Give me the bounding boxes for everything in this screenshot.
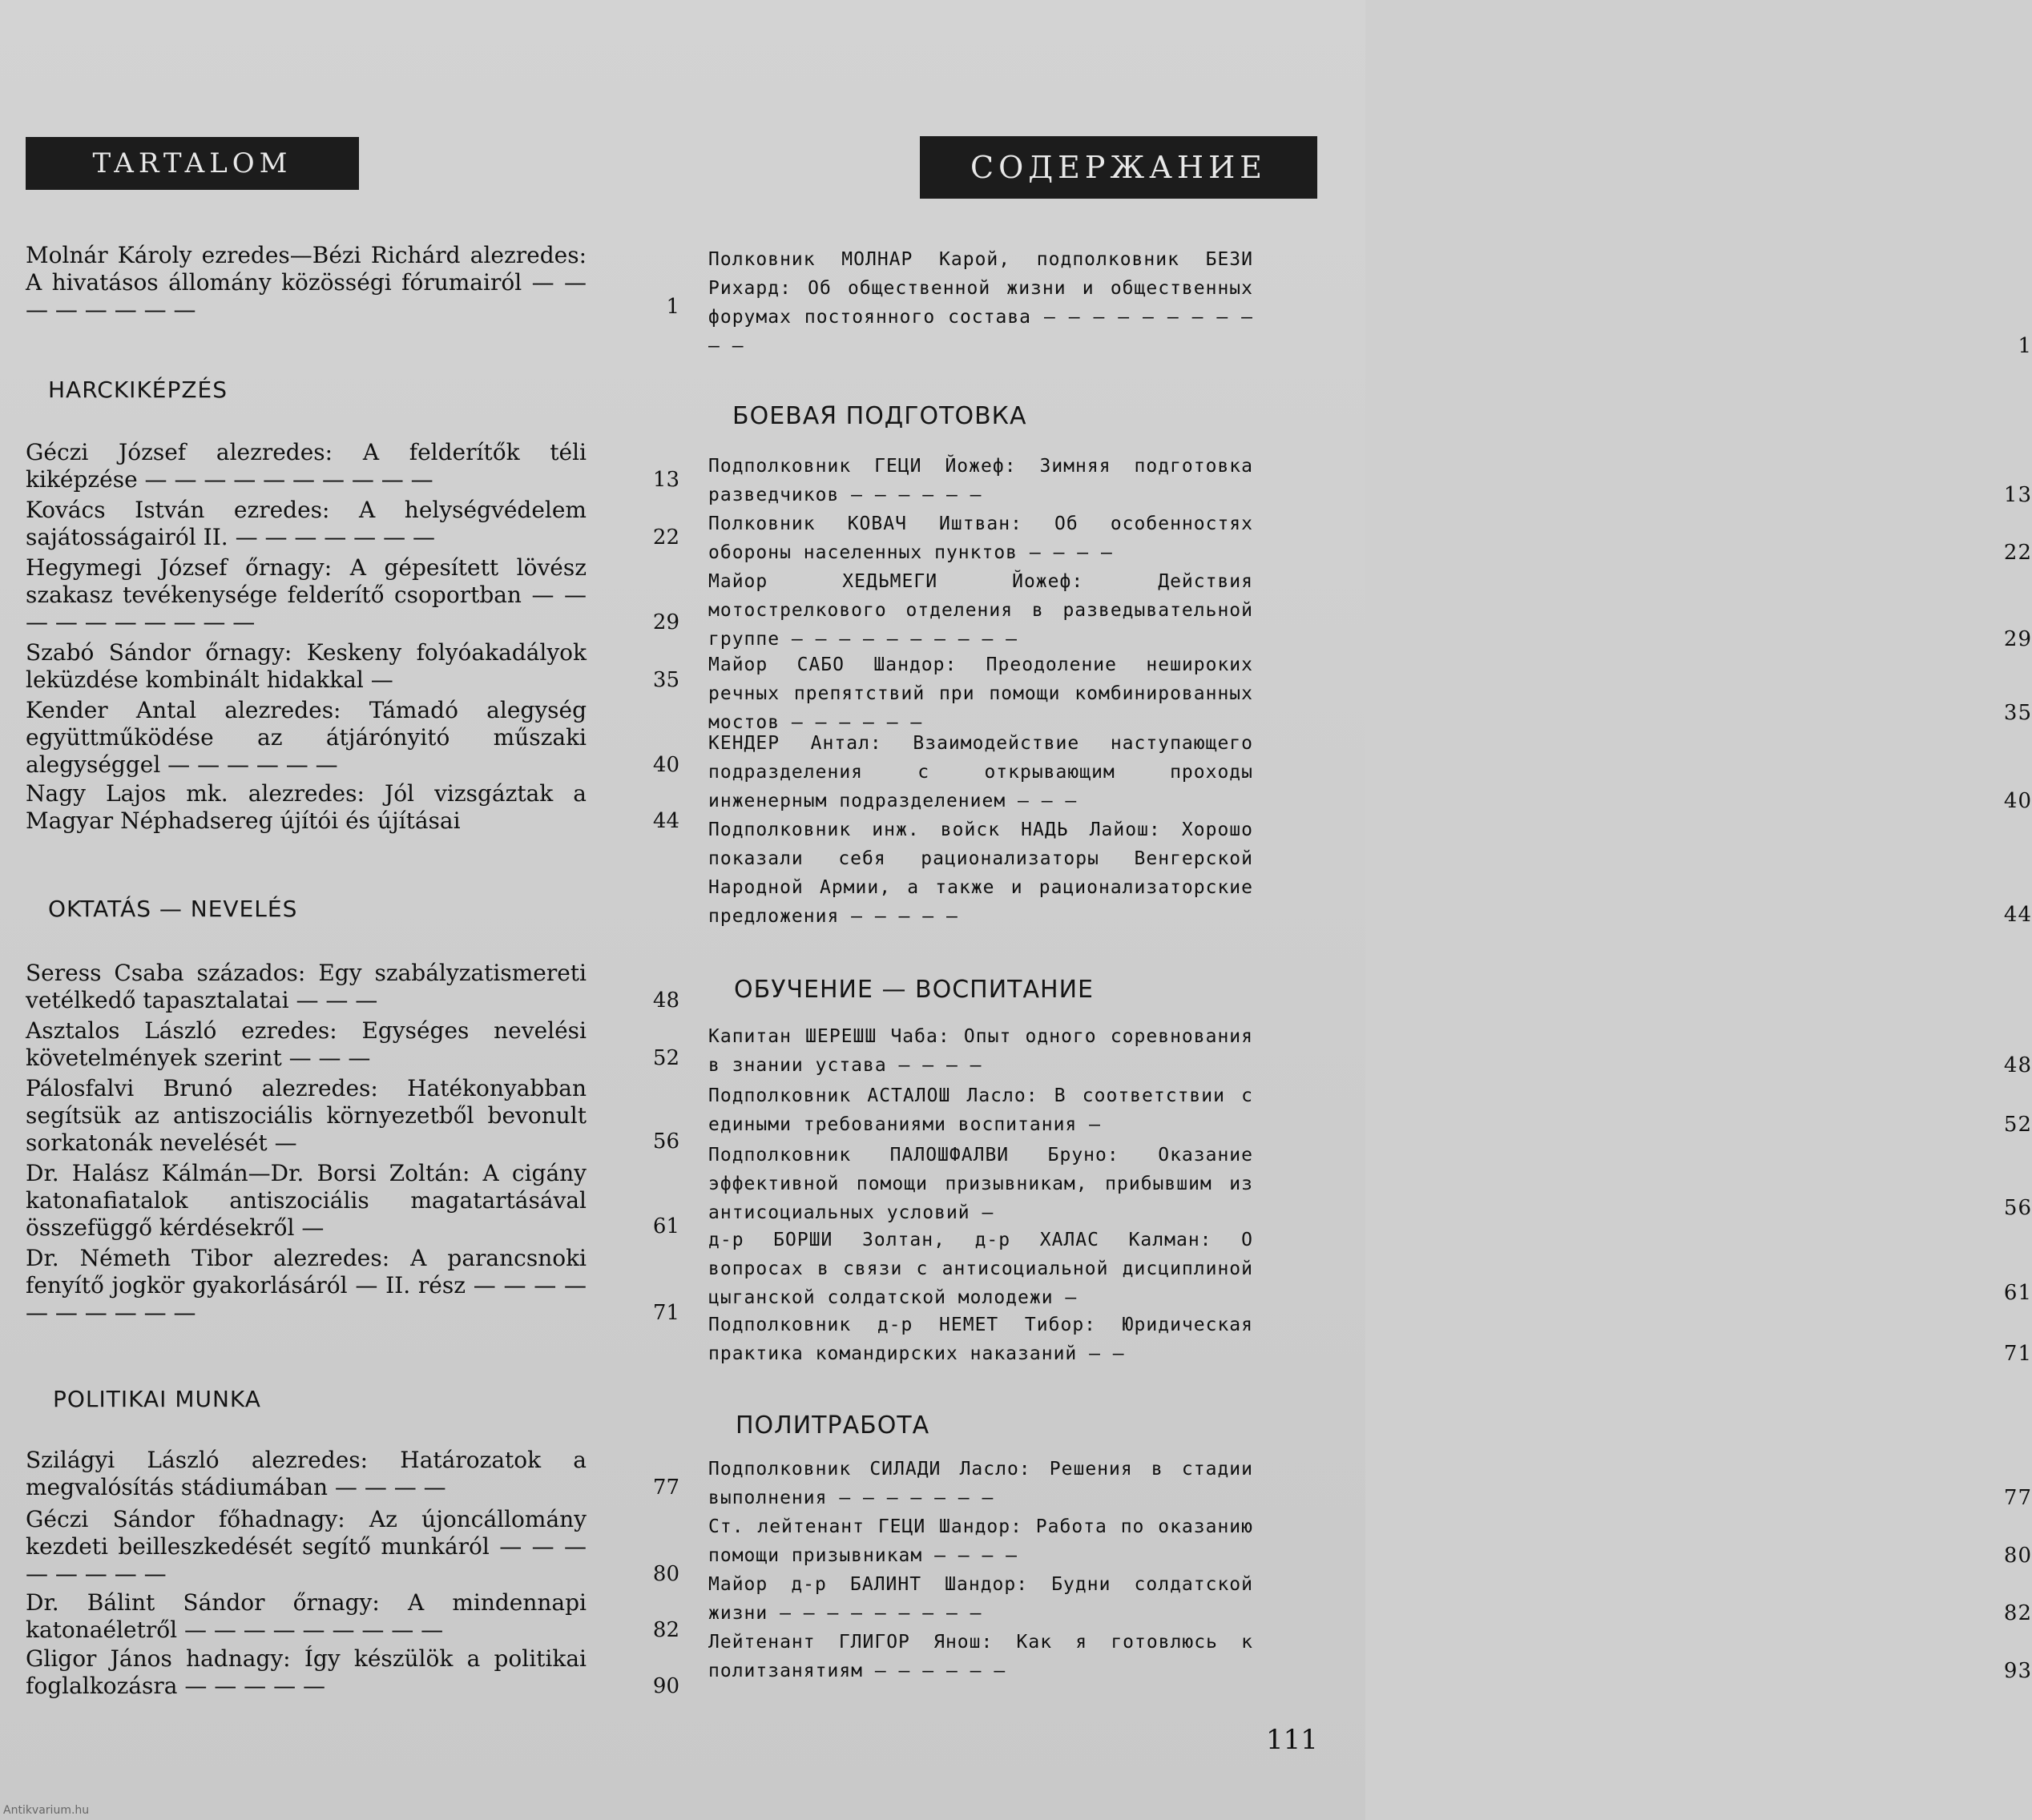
left-entry: Gligor János hadnagy: Így készülök a politikai foglalkozásra — — — — — 90: [26, 1645, 679, 1699]
watermark: Antikvarium.hu: [3, 1804, 90, 1817]
right-title-banner: [920, 136, 1317, 199]
left-entry: Dr. Bálint Sándor őrnagy: A mindennapi katonaéletről — — — — — — — — — 82: [26, 1589, 679, 1643]
entry-text: Полковник МОЛНАР Карой, подполковник БЕЗИ Рихард: Об общественной жизни и общественных форумах постоянного состава — — — — — — — — — — —: [708, 249, 1253, 356]
left-entry: Szabó Sándor őrnagy: Keskeny folyóakadályok leküzdése kombinált hidakkal — 35: [26, 639, 679, 693]
right-entry: Ст. лейтенант ГЕЦИ Шандор: Работа по оказанию помощи призывникам — — — — 80: [708, 1516, 2032, 1568]
right-section-heading-2: ОБУЧЕНИЕ — ВОСПИТАНИЕ: [734, 976, 1094, 1004]
right-entry: Лейтенант ГЛИГОР Янош: Как я готовлюсь к политзанятиям — — — — — — 93: [708, 1632, 2032, 1683]
right-entry: Майор д-р БАЛИНТ Шандор: Будни солдатской жизни — — — — — — — — — 82: [708, 1574, 2032, 1625]
left-entry: Kender Antal alezredes: Támadó alegység együttműködése az átjárónyitó műszaki alegységgel — — — — — — 40: [26, 697, 679, 778]
right-section-heading-3: ПОЛИТРАБОТА: [736, 1411, 930, 1439]
left-entry: Hegymegi József őrnagy: A gépesített lövész szakasz tevékenysége felderítő csoportban — — — — — — — — — — 29: [26, 554, 679, 635]
page-number: 111: [1266, 1724, 1318, 1756]
right-entry: Полковник КОВАЧ Иштван: Об особенностях обороны населенных пунктов — — — — 22: [708, 513, 2032, 565]
left-title: TARTALOM: [92, 147, 292, 179]
right-entry: КЕНДЕР Антал: Взаимодействие наступающего подразделения с открывающим проходы инженерным подразделением — — — 40: [708, 733, 2032, 813]
left-entry: Géczi József alezredes: A felderítők téli kiképzése — — — — — — — — — — 13: [26, 439, 679, 493]
left-entry: Szilágyi László alezredes: Határozatok a megvalósítás stádiumában — — — — 77: [26, 1447, 679, 1500]
right-entry: Подполковник ПАЛОШФАЛВИ Бруно: Оказание эффективной помощи призывникам, прибывшим из антисоциальных условий — 56: [708, 1145, 2032, 1223]
left-entry: Seress Csaba százados: Egy szabályzatismereti vetélkedő tapasztalatai — — — 48: [26, 960, 679, 1013]
left-section-heading-1: HARCKIKÉPZÉS: [48, 376, 228, 403]
right-intro-entry: [708, 245, 2032, 360]
right-entry: Подполковник СИЛАДИ Ласло: Решения в стадии выполнения — — — — — — — 77: [708, 1459, 2032, 1510]
right-entry: Подполковник АСТАЛОШ Ласло: В соответствии с едиными требованиями воспитания — 52: [708, 1085, 2032, 1137]
right-entry: Майор САБО Шандор: Преодоление неширокиx речных препятствий при помощи комбинированных мостов — — — — — — 35: [708, 654, 2032, 733]
entry-page: 1: [2018, 334, 2032, 358]
entry-text: Molnár Károly ezredes—Bézi Richárd alezredes: A hivatásos állomány közösségi fórumairól — — — — — — — —: [26, 242, 587, 323]
left-section-heading-3: POLITIKAI MUNKA: [53, 1386, 261, 1412]
left-entry: Dr. Halász Kálmán—Dr. Borsi Zoltán: A cigány katonafiatalok antiszociális magatartásával összefüggő kérdésekről — 61: [26, 1160, 679, 1241]
left-entry: Pálosfalvi Brunó alezredes: Hatékonyabban segítsük az antiszociális környezetből bevonult sorkatonák nevelését — 56: [26, 1075, 679, 1156]
left-entry: Kovács István ezredes: A helységvédelem sajátosságairól II. — — — — — — — 22: [26, 497, 679, 550]
left-section-heading-2: OKTATÁS — NEVELÉS: [48, 896, 298, 922]
right-section-heading-1: БОЕВАЯ ПОДГОТОВКА: [732, 402, 1027, 430]
left-entry: Dr. Németh Tibor alezredes: A parancsnoki fenyítő jogkör gyakorlásáról — II. rész — — — — — — — — — — 71: [26, 1245, 679, 1326]
entry-page: 1: [666, 295, 679, 319]
left-entry: Asztalos László ezredes: Egységes nevelési követelmények szerint — — — 52: [26, 1017, 679, 1071]
right-entry: д-р БОРШИ Золтан, д-р ХАЛАС Калман: О вопросах в связи с антисоциальной дисциплиной цыганской солдатской молодежи — 61: [708, 1230, 2032, 1308]
right-entry: Майор ХЕДЬМЕГИ Йожеф: Действия мотострелкового отделения в разведывательной группе — — — — — — — — — — 29: [708, 571, 2032, 651]
left-intro-entry: [26, 242, 679, 324]
right-entry: Подполковник ГЕЦИ Йожеф: Зимняя подготовка разведчиков — — — — — — 13: [708, 456, 2032, 507]
right-entry: Подполковник д-р НЕМЕТ Тибор: Юридическая практика командирских наказаний — — 71: [708, 1315, 2032, 1366]
left-entry: Géczi Sándor főhadnagy: Az újoncállomány kezdeti beilleszkedését segítő munkáról — — — — — — — — 80: [26, 1506, 679, 1587]
right-entry: Капитан ШЕРЕШШ Чаба: Опыт одного соревнования в знании устава — — — — 48: [708, 1026, 2032, 1077]
right-entry: Подполковник инж. войск НАДЬ Лайош: Хорошо показали себя рационализаторы Венгерской Народной Армии, а также и рационализаторские предложения — — — — — 44: [708, 819, 2032, 927]
left-title-banner: [26, 137, 359, 190]
left-entry: Nagy Lajos mk. alezredes: Jól vizsgáztak a Magyar Néphadsereg újítói és újításai 44: [26, 780, 679, 834]
right-title: СОДЕРЖАНИЕ: [970, 150, 1267, 185]
